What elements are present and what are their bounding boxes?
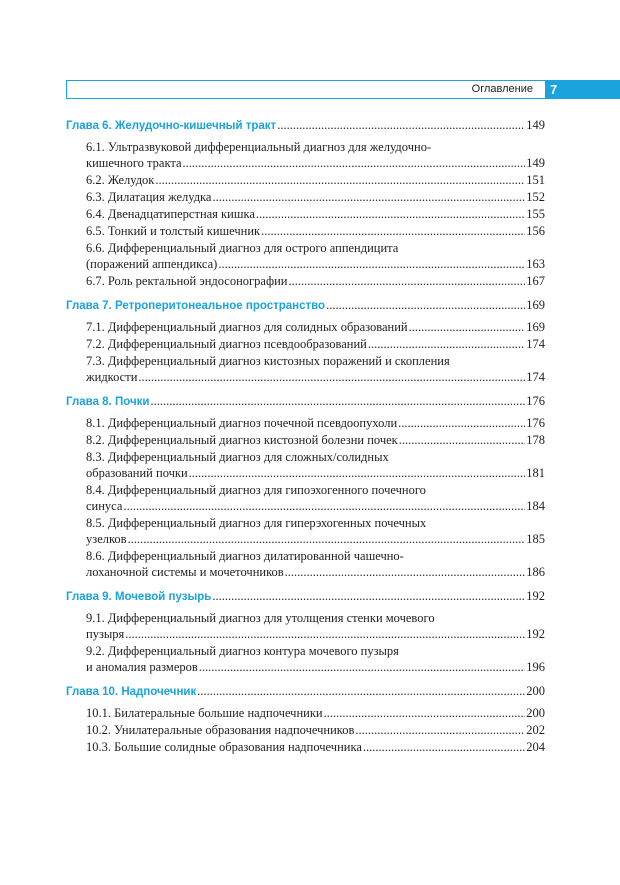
entry-title: 7.1. Дифференциальный диагноз для солидных образований [86,320,408,334]
entry-page-number: 151 [526,173,545,187]
page-number: 7 [546,80,620,99]
entry-title: 10.2. Унилатеральные образования надпочечников [86,723,355,737]
toc-entry[interactable] [66,336,545,353]
dot-leader [368,336,525,353]
toc-chapter[interactable] [66,118,545,139]
entry-title-line: 6.1. Ультразвуковой дифференциальный диагноз для желудочно- [86,140,432,154]
toc-entry[interactable] [66,189,545,206]
entry-title-line: 7.3. Дифференциальный диагноз кистозных поражений и скопления [86,354,450,368]
running-header [66,80,546,99]
toc-entry[interactable] [66,206,545,223]
chapter-page-number: 169 [526,298,545,312]
entry-page-number: 156 [526,224,545,238]
dot-leader [189,465,526,482]
entry-title-line: 9.2. Дифференциальный диагноз контура мочевого пузыря [86,644,399,658]
dot-leader [363,739,525,756]
entry-title: 6.5. Тонкий и толстый кишечник [86,224,261,238]
dot-leader [285,564,526,581]
dot-leader [324,705,526,722]
chapter-title: Глава 8. Почки [66,396,150,408]
entry-page-number: 185 [526,532,545,546]
dot-leader [212,189,525,206]
dot-leader [197,684,525,699]
toc-entry[interactable] [66,643,545,676]
toc-chapter[interactable] [66,589,545,610]
entry-page-number: 174 [526,337,545,351]
entry-title: 8.2. Дифференциальный диагноз кистозной болезни почек [86,433,398,447]
entry-page-number: 181 [526,466,545,480]
entry-page-number: 192 [526,627,545,641]
entry-title: жидкости [86,370,138,384]
chapter-title: Глава 9. Мочевой пузырь [66,591,212,603]
toc-entry[interactable] [66,449,545,482]
dot-leader [398,415,525,432]
entry-title-line: 9.1. Дифференциальный диагноз для утолщения стенки мочевого [86,611,435,625]
entry-title: 6.4. Двенадцатиперстная кишка [86,207,255,221]
entry-title: кишечного тракта [86,156,182,170]
dot-leader [155,172,525,189]
entry-title: 7.2. Дифференциальный диагноз псевдообразований [86,337,367,351]
toc-entry[interactable] [66,515,545,548]
entry-page-number: 167 [526,274,545,288]
entry-page-number: 163 [526,257,545,271]
chapter-page-number: 176 [526,394,545,408]
toc-entry[interactable] [66,739,545,756]
entry-title: 6.7. Роль ректальной эндосонографии [86,274,288,288]
entry-title: образований почки [86,466,188,480]
entry-page-number: 202 [526,723,545,737]
entry-title: 10.1. Билатеральные большие надпочечники [86,706,323,720]
chapter-page-number: 149 [526,118,545,132]
entry-title: 6.2. Желудок [86,173,155,187]
dot-leader [288,273,525,290]
toc-chapter[interactable] [66,298,545,319]
toc-entry[interactable] [66,610,545,643]
table-of-contents [66,118,545,756]
dot-leader [199,659,525,676]
running-header-title: Оглавление [471,83,533,95]
entry-title: 10.3. Большие солидные образования надпочечника [86,740,362,754]
dot-leader [256,206,525,223]
entry-page-number: 200 [526,706,545,720]
entry-title: и аномалия размеров [86,660,198,674]
entry-page-number: 186 [526,565,545,579]
dot-leader [138,369,525,386]
entry-title: лоханочной системы и мочеточников [86,565,284,579]
dot-leader [326,298,525,313]
chapter-title: Глава 10. Надпочечник [66,686,197,698]
entry-title: 6.3. Дилатация желудка [86,190,212,204]
entry-title-line: 8.3. Дифференциальный диагноз для сложных/солидных [86,450,389,464]
chapter-title: Глава 6. Желудочно-кишечный тракт [66,120,277,132]
toc-entry[interactable] [66,240,545,273]
entry-page-number: 174 [526,370,545,384]
toc-chapter[interactable] [66,684,545,705]
entry-page-number: 155 [526,207,545,221]
dot-leader [128,531,526,548]
entry-page-number: 149 [526,156,545,170]
entry-page-number: 204 [526,740,545,754]
toc-entry[interactable] [66,172,545,189]
toc-chapter[interactable] [66,394,545,415]
entry-title: узелков [86,532,127,546]
entry-title-line: 6.6. Дифференциальный диагноз для острого аппендицита [86,241,399,255]
chapter-page-number: 200 [526,684,545,698]
dot-leader [212,589,525,604]
dot-leader [261,223,525,240]
dot-leader [150,394,525,409]
toc-entry[interactable] [66,705,545,722]
entry-page-number: 196 [526,660,545,674]
entry-page-number: 169 [526,320,545,334]
chapter-page-number: 192 [526,589,545,603]
toc-entry[interactable] [66,353,545,386]
entry-title: (поражений аппендикса) [86,257,218,271]
toc-entry[interactable] [66,139,545,172]
entry-page-number: 152 [526,190,545,204]
entry-page-number: 178 [526,433,545,447]
dot-leader [409,319,526,336]
toc-entry[interactable] [66,432,545,449]
chapter-title: Глава 7. Ретроперитонеальное пространство [66,300,326,312]
toc-entry[interactable] [66,722,545,739]
entry-page-number: 176 [526,416,545,430]
dot-leader [355,722,525,739]
toc-entry[interactable] [66,223,545,240]
entry-page-number: 184 [526,499,545,513]
toc-entry[interactable] [66,319,545,336]
dot-leader [218,256,525,273]
toc-entry[interactable] [66,415,545,432]
entry-title-line: 8.5. Дифференциальный диагноз для гиперэхогенных почечных [86,516,427,530]
dot-leader [277,118,525,133]
dot-leader [125,626,525,643]
toc-entry[interactable] [66,548,545,581]
entry-title: синуса [86,499,123,513]
entry-title: 8.1. Дифференциальный диагноз почечной псевдоопухоли [86,416,398,430]
dot-leader [183,155,526,172]
toc-entry[interactable] [66,482,545,515]
dot-leader [399,432,525,449]
dot-leader [123,498,525,515]
entry-title-line: 8.6. Дифференциальный диагноз дилатированной чашечно- [86,549,404,563]
toc-entry[interactable] [66,273,545,290]
entry-title: пузыря [86,627,125,641]
entry-title-line: 8.4. Дифференциальный диагноз для гипоэхогенного почечного [86,483,426,497]
